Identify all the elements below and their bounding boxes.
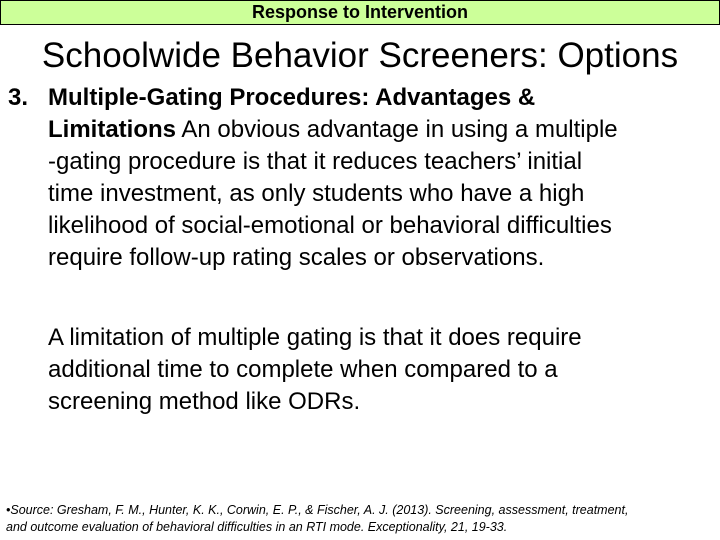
point-heading: Multiple-Gating Procedures: Advantages & (48, 84, 536, 111)
header-banner (0, 0, 720, 25)
point-line-1 (48, 82, 718, 114)
point-line-6: require follow-up rating scales or observations. (48, 244, 545, 271)
point-heading-cont: Limitations (48, 116, 177, 143)
point-body (48, 82, 718, 274)
limitation-line-3: screening method like ODRs. (48, 388, 361, 415)
point-line-2 (48, 114, 718, 146)
point-text-1: An obvious advantage in using a multiple (181, 116, 618, 143)
source-line-2: and outcome evaluation of behavioral difficulties in an RTI mode. Exceptionality, 21, 19-33. (6, 520, 508, 534)
point-line-3: -gating procedure is that it reduces teachers’ initial (48, 148, 583, 175)
limitation-paragraph (48, 322, 708, 418)
point-line-5: likelihood of social-emotional or behavioral difficulties (48, 212, 612, 239)
limitation-line-2: additional time to complete when compared to a (48, 356, 558, 383)
slide-title: Schoolwide Behavior Screeners: Options (41, 36, 679, 75)
point-line-4: time investment, as only students who have a high (48, 180, 585, 207)
banner-title: Response to Intervention (251, 2, 469, 22)
limitation-line-1: A limitation of multiple gating is that it does require (48, 324, 582, 351)
source-citation (6, 502, 718, 536)
source-line-1: •Source: Gresham, F. M., Hunter, K. K., Corwin, E. P., & Fischer, A. J. (2013). Screening, assessment, treatment, (6, 503, 629, 517)
point-number: 3. (8, 84, 29, 111)
